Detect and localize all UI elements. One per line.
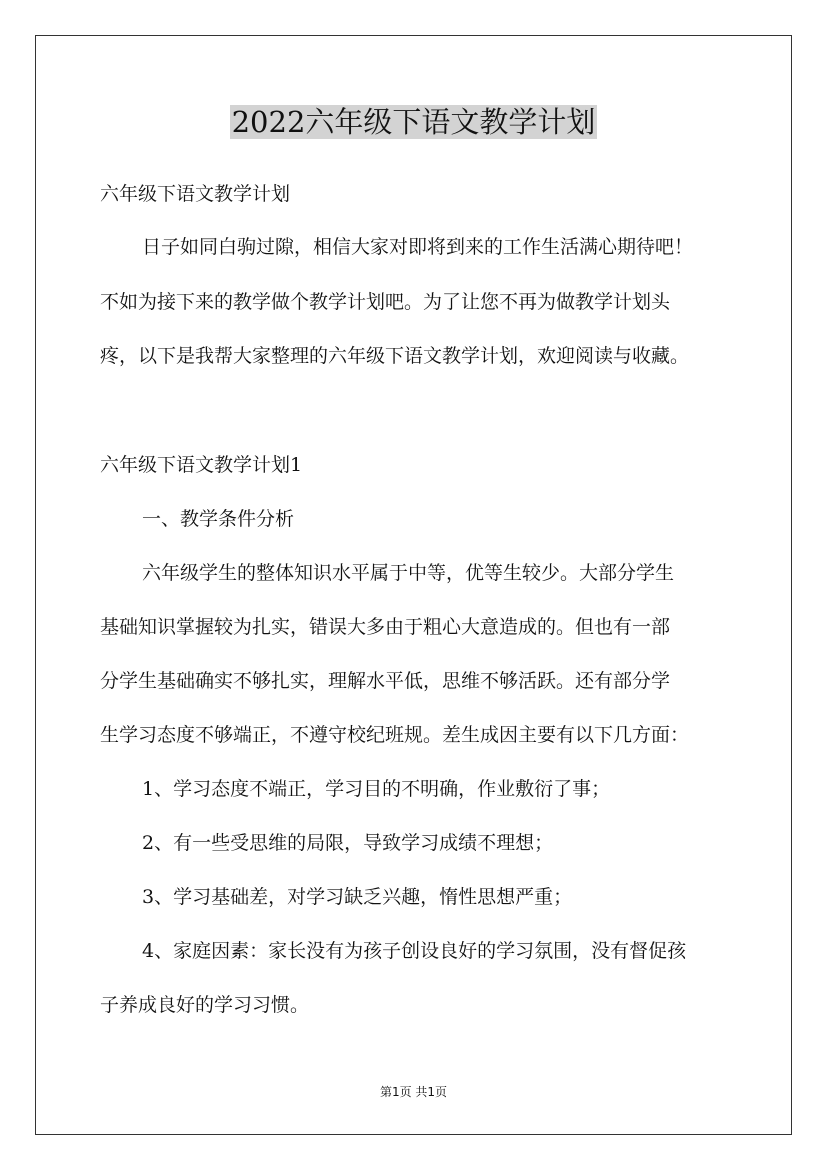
analysis-line-1: 六年级学生的整体知识水平属于中等，优等生较少。大部分学生 xyxy=(142,562,675,584)
analysis-line-4: 生学习态度不够端正，不遵守校纪班规。差生成因主要有以下几方面： xyxy=(100,724,690,746)
list-item: 2、有一些受思维的局限，导致学习成绩不理想； xyxy=(142,832,554,854)
list-item: 4、家庭因素：家长没有为孩子创设良好的学习氛围，没有督促孩 xyxy=(142,940,687,962)
list-item: 1、学习态度不端正，学习目的不明确，作业敷衍了事； xyxy=(142,778,611,800)
analysis-line-2: 基础知识掌握较为扎实，错误大多由于粗心大意造成的。但也有一部 xyxy=(100,616,671,638)
analysis-line-3: 分学生基础确实不够扎实，理解水平低，思维不够活跃。还有部分学 xyxy=(100,670,671,692)
page-footer: 第1页 共1页 xyxy=(379,1085,448,1099)
section-heading: 六年级下语文教学计划1 xyxy=(100,454,303,476)
intro-line-2: 不如为接下来的教学做个教学计划吧。为了让您不再为做教学计划头 xyxy=(100,291,671,313)
list-item: 3、学习基础差，对学习缺乏兴趣，惰性思想严重； xyxy=(142,886,573,908)
list-item-continuation: 子养成良好的学习习惯。 xyxy=(100,994,310,1016)
subtitle: 六年级下语文教学计划 xyxy=(100,183,291,205)
intro-line-1: 日子如同白驹过隙，相信大家对即将到来的工作生活满心期待吧！ xyxy=(142,236,694,258)
subsection-heading: 一、教学条件分析 xyxy=(142,508,295,530)
intro-line-3: 疼，以下是我帮大家整理的六年级下语文教学计划，欢迎阅读与收藏。 xyxy=(100,345,690,367)
document-title: 2022六年级下语文教学计划 xyxy=(231,105,596,139)
